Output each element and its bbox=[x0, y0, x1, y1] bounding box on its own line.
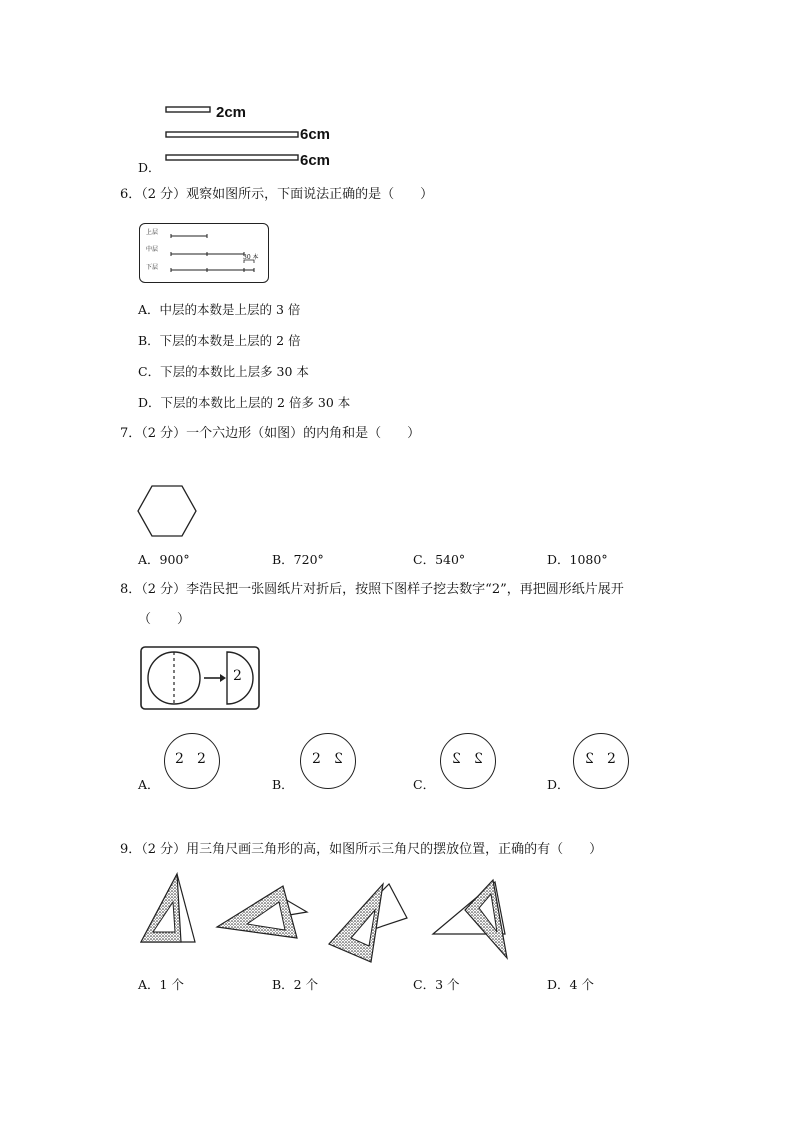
q6-stem: 6．（2 分）观察如图所示，下面说法正确的是（ ） bbox=[120, 187, 434, 202]
q8-stem-line2: （ ） bbox=[138, 612, 191, 627]
q6-row-bottom-label: 下层 bbox=[146, 264, 159, 271]
q8-d-digit-right: 2 bbox=[607, 751, 616, 767]
q8-stem-line1: 8．（2 分）李浩民把一张圆纸片对折后，按照下图样子挖去数字“2”，再把圆形纸片展开 bbox=[120, 582, 624, 597]
q8-option-a-label[interactable]: A． bbox=[138, 777, 160, 792]
q6-row-mid-label: 中层 bbox=[146, 246, 159, 253]
q7-option-b[interactable]: B．720° bbox=[272, 552, 324, 567]
q8-fold-figure bbox=[140, 646, 260, 710]
q8-c-digit-left: 2 bbox=[452, 751, 461, 767]
q6-option-a[interactable]: A．中层的本数是上层的 3 倍 bbox=[138, 302, 301, 317]
q7-stem: 7．（2 分）一个六边形（如图）的内角和是（ ） bbox=[120, 426, 421, 441]
q8-option-d-label[interactable]: D． bbox=[547, 777, 570, 792]
bar-6cm-1 bbox=[166, 132, 298, 137]
q9-option-c[interactable]: C．3 个 bbox=[413, 977, 460, 992]
q8-option-a-circle bbox=[164, 733, 220, 789]
q8-c-digit-right: 2 bbox=[474, 751, 483, 767]
q8-option-b-label[interactable]: B． bbox=[272, 777, 294, 792]
set-square-fig-4 bbox=[433, 880, 507, 958]
q6-row-top-label: 上层 bbox=[146, 229, 159, 236]
q8-fig-digit: 2 bbox=[233, 668, 242, 684]
set-square-fig-2 bbox=[217, 886, 307, 938]
bar-6cm-2 bbox=[166, 155, 298, 160]
bar-2cm-label: 2cm bbox=[216, 104, 247, 121]
q7-option-a[interactable]: A．900° bbox=[138, 552, 190, 567]
q9-option-d[interactable]: D．4 个 bbox=[547, 977, 594, 992]
set-square-fig-1 bbox=[141, 874, 195, 942]
q6-segments bbox=[139, 223, 267, 281]
q8-d-digit-left: 2 bbox=[585, 751, 594, 767]
bar-6cm-label-2: 6cm bbox=[300, 152, 331, 169]
q8-a-digit-right: 2 bbox=[197, 751, 206, 767]
q8-a-digit-left: 2 bbox=[175, 751, 184, 767]
q9-stem: 9．（2 分）用三角尺画三角形的高，如图所示三角尺的摆放位置，正确的有（ ） bbox=[120, 842, 603, 857]
bar-2cm bbox=[166, 107, 210, 112]
q9-option-b[interactable]: B．2 个 bbox=[272, 977, 319, 992]
q6-option-c[interactable]: C．下层的本数比上层多 30 本 bbox=[138, 364, 309, 379]
q5-bars-figure bbox=[160, 100, 380, 172]
q7-option-d[interactable]: D．1080° bbox=[547, 552, 608, 567]
q6-extra-label: 30 本 bbox=[243, 254, 259, 261]
q6-option-d[interactable]: D．下层的本数比上层的 2 倍多 30 本 bbox=[138, 395, 351, 410]
q8-option-c-circle bbox=[440, 733, 496, 789]
q8-option-b-circle bbox=[300, 733, 356, 789]
q6-option-b[interactable]: B．下层的本数是上层的 2 倍 bbox=[138, 333, 301, 348]
q5-option-d[interactable]: D． bbox=[138, 160, 161, 175]
q8-option-c-label[interactable]: C． bbox=[413, 777, 436, 792]
set-square-fig-3 bbox=[329, 884, 407, 962]
q8-b-digit-right: 2 bbox=[334, 751, 343, 767]
bar-6cm-label-1: 6cm bbox=[300, 126, 331, 143]
q9-option-a[interactable]: A．1 个 bbox=[138, 977, 184, 992]
q7-option-c[interactable]: C．540° bbox=[413, 552, 466, 567]
q8-b-digit-left: 2 bbox=[312, 751, 321, 767]
q8-option-d-circle bbox=[573, 733, 629, 789]
q9-set-squares-figure bbox=[135, 872, 515, 964]
hexagon-figure bbox=[137, 485, 197, 537]
